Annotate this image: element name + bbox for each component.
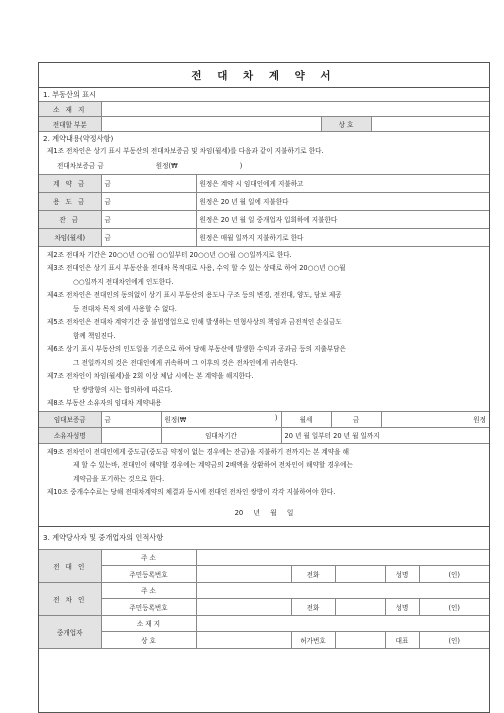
period-label: 임대차기간 <box>161 427 281 443</box>
clause-8: 제8조 부동산 소유자의 임대차 계약내용 <box>47 399 162 407</box>
part-field[interactable] <box>101 117 321 132</box>
lessor-address-field[interactable] <box>196 549 489 566</box>
title-row <box>39 63 489 88</box>
document-title: 전 대 차 계 약 서 <box>191 69 337 82</box>
lease-deposit-close: ) <box>274 414 278 422</box>
clause-2: 제2조 전대차 기간은 20○○년 ○○월 ○○일부터 20○○년 ○○월 ○○일까지로 한다. <box>47 250 292 259</box>
agent-label: 중개업자 <box>39 615 101 648</box>
clause-6: 제6조 상기 표시 부동산의 인도일을 기준으로 하여 당해 부동산에 발생한 수익과 공과금 등의 지출부담은 <box>47 345 346 353</box>
monthly-prefix[interactable]: 금 <box>331 411 381 427</box>
address-label: 주 소 <box>101 549 196 566</box>
name-label: 성명 <box>385 599 419 616</box>
owner-field[interactable] <box>101 427 161 443</box>
clause-9: 제9조 전차인이 전대인에게 중도금(중도금 약정이 없는 경우에는 잔금)을 지불하기 전까지는 본 계약을 해 <box>47 447 350 456</box>
section2-heading: 2. 계약내용(약정사항) <box>43 134 114 143</box>
trade-name-field[interactable] <box>371 117 489 132</box>
seal-mark: (인) <box>419 632 489 649</box>
payment-text: 원정은 20 년 월 일 중개업자 입회하에 지불한다 <box>196 210 489 228</box>
deposit-close: ) <box>239 161 243 170</box>
lease-deposit-unit-text: 원정(₩ <box>164 416 187 424</box>
phone-label: 전화 <box>291 599 335 616</box>
clause-4-cont: 등 전대차 목적 외에 사용할 수 없다. <box>73 304 177 313</box>
monthly-unit: 원정 <box>381 411 489 427</box>
location-field[interactable] <box>101 102 489 117</box>
clause-1: 제1조 전차인은 상기 표시 부동산의 전대차보증금 및 차임(월세)를 다음과 같이 지불하기로 한다. <box>47 147 324 155</box>
lease-deposit-prefix[interactable]: 금 <box>101 411 161 427</box>
location-label: 소 재 지 <box>39 102 101 117</box>
clause-7: 제7조 전차인이 차임(월세)을 2회 이상 체납 시에는 본 계약을 해지한다. <box>47 372 254 380</box>
payment-prefix[interactable]: 금 <box>101 174 196 192</box>
clause-9-cont-2: 계약금을 포기하는 것으로 한다. <box>73 474 165 483</box>
clause-4: 제4조 전차인은 전대인의 동의없이 상기 표시 부동산의 용도나 구조 등의 변경, 전전대, 양도, 담보 제공 <box>47 291 342 299</box>
lease-deposit-label: 임대보증금 <box>39 411 101 427</box>
deposit-row <box>39 159 489 174</box>
lessee-phone-field[interactable] <box>335 599 385 616</box>
clause-10: 제10조 중개수수료는 당해 전대차계약의 체결과 동시에 전대인 전차인 쌍방이 각각 지불하여야 한다. <box>47 488 336 496</box>
period-text[interactable]: 20 년 월 일부터 20 년 월 일까지 <box>281 427 489 443</box>
agent-trade-field[interactable] <box>196 632 291 649</box>
payment-text: 원정은 20 년 월 일에 지불한다 <box>196 192 489 210</box>
lessee-label: 전 차 인 <box>39 582 101 615</box>
property-table <box>39 101 489 132</box>
payment-table <box>39 174 489 247</box>
owner-label: 소유자성명 <box>39 427 101 443</box>
clause-5-cont: 함께 책임진다. <box>73 331 116 340</box>
lessee-id-field[interactable] <box>196 599 291 616</box>
lessee-address-field[interactable] <box>196 582 489 599</box>
seal-mark: (인) <box>419 566 489 583</box>
payment-label: 차임(월세) <box>39 228 101 246</box>
clause-9-cont-1: 제 할 수 있는바, 전대인이 해약할 경우에는 계약금의 2배액을 상환하여 전차인이 해약할 경우에는 <box>73 461 353 469</box>
clauses <box>39 247 489 411</box>
contract-sheet <box>38 62 490 713</box>
license-field[interactable] <box>335 632 385 649</box>
payment-row <box>39 174 489 192</box>
payment-text: 원정은 계약 시 임대인에게 지불하고 <box>196 174 489 192</box>
agent-trade-label: 상 호 <box>101 632 196 649</box>
parties-table <box>39 549 489 649</box>
name-label: 성명 <box>385 566 419 583</box>
monthly-label: 월세 <box>281 411 331 427</box>
clauses-9-10 <box>39 444 489 526</box>
section1-heading: 1. 부동산의 표시 <box>43 90 97 99</box>
rep-label: 대표 <box>385 632 419 649</box>
deposit-label: 전대차보증금 금 <box>57 161 104 170</box>
payment-row <box>39 228 489 246</box>
contract-date[interactable]: 20 년 월 일 <box>234 508 294 517</box>
lease-deposit-unit <box>161 411 281 427</box>
section3-heading: 3. 계약당사자 및 중개업자의 인적사항 <box>43 532 164 542</box>
clause-3-cont: ○○일까지 전대차인에게 인도한다. <box>73 277 174 286</box>
lessor-label: 전 대 인 <box>39 549 101 582</box>
deposit-unit: 원정(₩ <box>155 161 178 170</box>
trade-name-label: 상 호 <box>321 117 371 132</box>
clause-5: 제5조 전차인은 전대차 계약기간 중 불법영업으로 인해 발생하는 민형사상의 책임과 금전적인 손실금도 <box>47 318 342 326</box>
lessor-id-field[interactable] <box>196 566 291 583</box>
payment-label: 잔 금 <box>39 210 101 228</box>
agent-location-label: 소 재 지 <box>101 615 196 632</box>
license-label: 허가번호 <box>291 632 335 649</box>
agent-location-field[interactable] <box>196 615 489 632</box>
clause-3: 제3조 전대인은 상기 표시 부동산을 전대차 목적대로 사용, 수익 할 수 있는 상태로 하여 20○○년 ○○월 <box>47 264 346 272</box>
payment-prefix[interactable]: 금 <box>101 192 196 210</box>
lessor-phone-field[interactable] <box>335 566 385 583</box>
seal-mark: (인) <box>419 599 489 616</box>
phone-label: 전화 <box>291 566 335 583</box>
payment-label: 용 도 금 <box>39 192 101 210</box>
payment-text: 원정은 매월 일까지 지불하기로 한다 <box>196 228 489 246</box>
id-label: 주민등록번호 <box>101 599 196 616</box>
address-label: 주 소 <box>101 582 196 599</box>
part-label: 전대할 부분 <box>39 117 101 132</box>
clause-6-cont: 그 전일까지의 것은 전대인에게 귀속하며 그 이후의 것은 전차인에게 귀속한다. <box>73 358 298 367</box>
payment-prefix[interactable]: 금 <box>101 210 196 228</box>
payment-row <box>39 192 489 210</box>
payment-label: 계 약 금 <box>39 174 101 192</box>
payment-prefix[interactable]: 금 <box>101 228 196 246</box>
lease-table <box>39 411 489 444</box>
clause-7-cont: 단 쌍방향의 시는 합의하에 따른다. <box>73 385 173 394</box>
id-label: 주민등록번호 <box>101 566 196 583</box>
payment-row <box>39 210 489 228</box>
